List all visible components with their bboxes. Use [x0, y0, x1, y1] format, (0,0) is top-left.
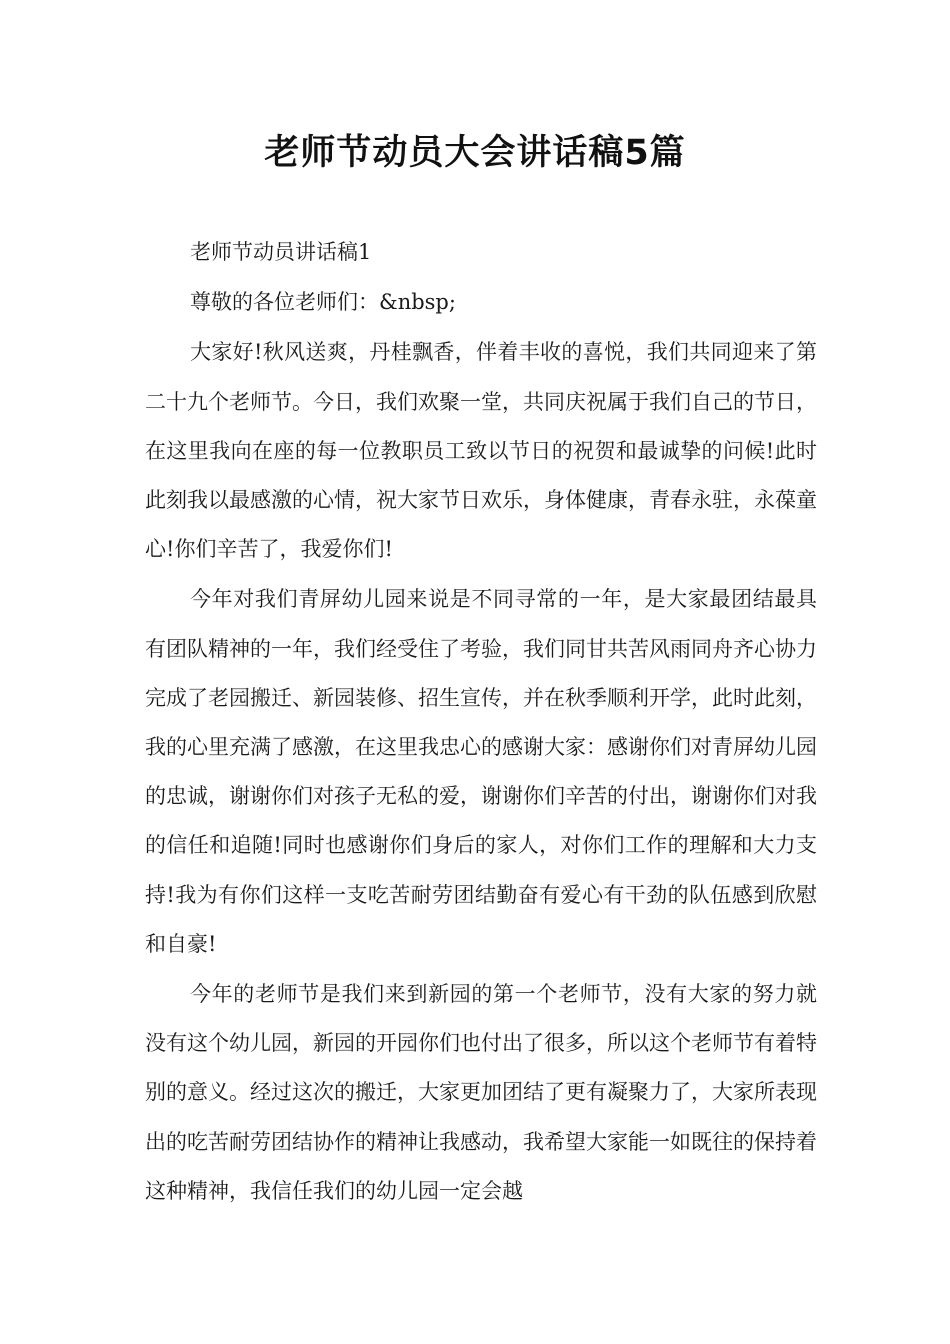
document-title: 老师节动员大会讲话稿5篇	[264, 133, 686, 173]
paragraph: 今年的老师节是我们来到新园的第一个老师节，没有大家的努力就没有这个幼儿园，新园的开园你们也付出了很多，所以这个老师节有着特别的意义。经过这次的搬迁，大家更加团结了更有凝聚力了，大家所表现出的吃苦耐劳团结协作的精神让我感动，我希望大家能一如既往的保持着这种精神，我信任我们的幼儿园一定会越	[145, 982, 817, 1203]
paragraph: 大家好!秋风送爽，丹桂飘香，伴着丰收的喜悦，我们共同迎来了第二十九个老师节。今日，我们欢聚一堂，共同庆祝属于我们自己的节日，在这里我向在座的每一位教职员工致以节日的祝贺和最诚挚的问候!此时此刻我以最感激的心情，祝大家节日欢乐，身体健康，青春永驻，永葆童心!你们辛苦了，我爱你们!	[145, 340, 817, 562]
paragraph: 今年对我们青屏幼儿园来说是不同寻常的一年，是大家最团结最具有团队精神的一年，我们经受住了考验，我们同甘共苦风雨同舟齐心协力完成了老园搬迁、新园装修、招生宣传，并在秋季顺利开学，此时此刻，我的心里充满了感激，在这里我忠心的感谢大家：感谢你们对青屏幼儿园的忠诚，谢谢你们对孩子无私的爱，谢谢你们辛苦的付出，谢谢你们对我的信任和追随!同时也感谢你们身后的家人，对你们工作的理解和大力支持!我为有你们这样一支吃苦耐劳团结勤奋有爱心有干劲的队伍感到欣慰和自豪!	[145, 587, 817, 956]
section-heading: 老师节动员讲话稿1	[190, 240, 372, 264]
document-body	[145, 228, 817, 1217]
salutation: 尊敬的各位老师们：&nbsp;	[190, 290, 456, 315]
